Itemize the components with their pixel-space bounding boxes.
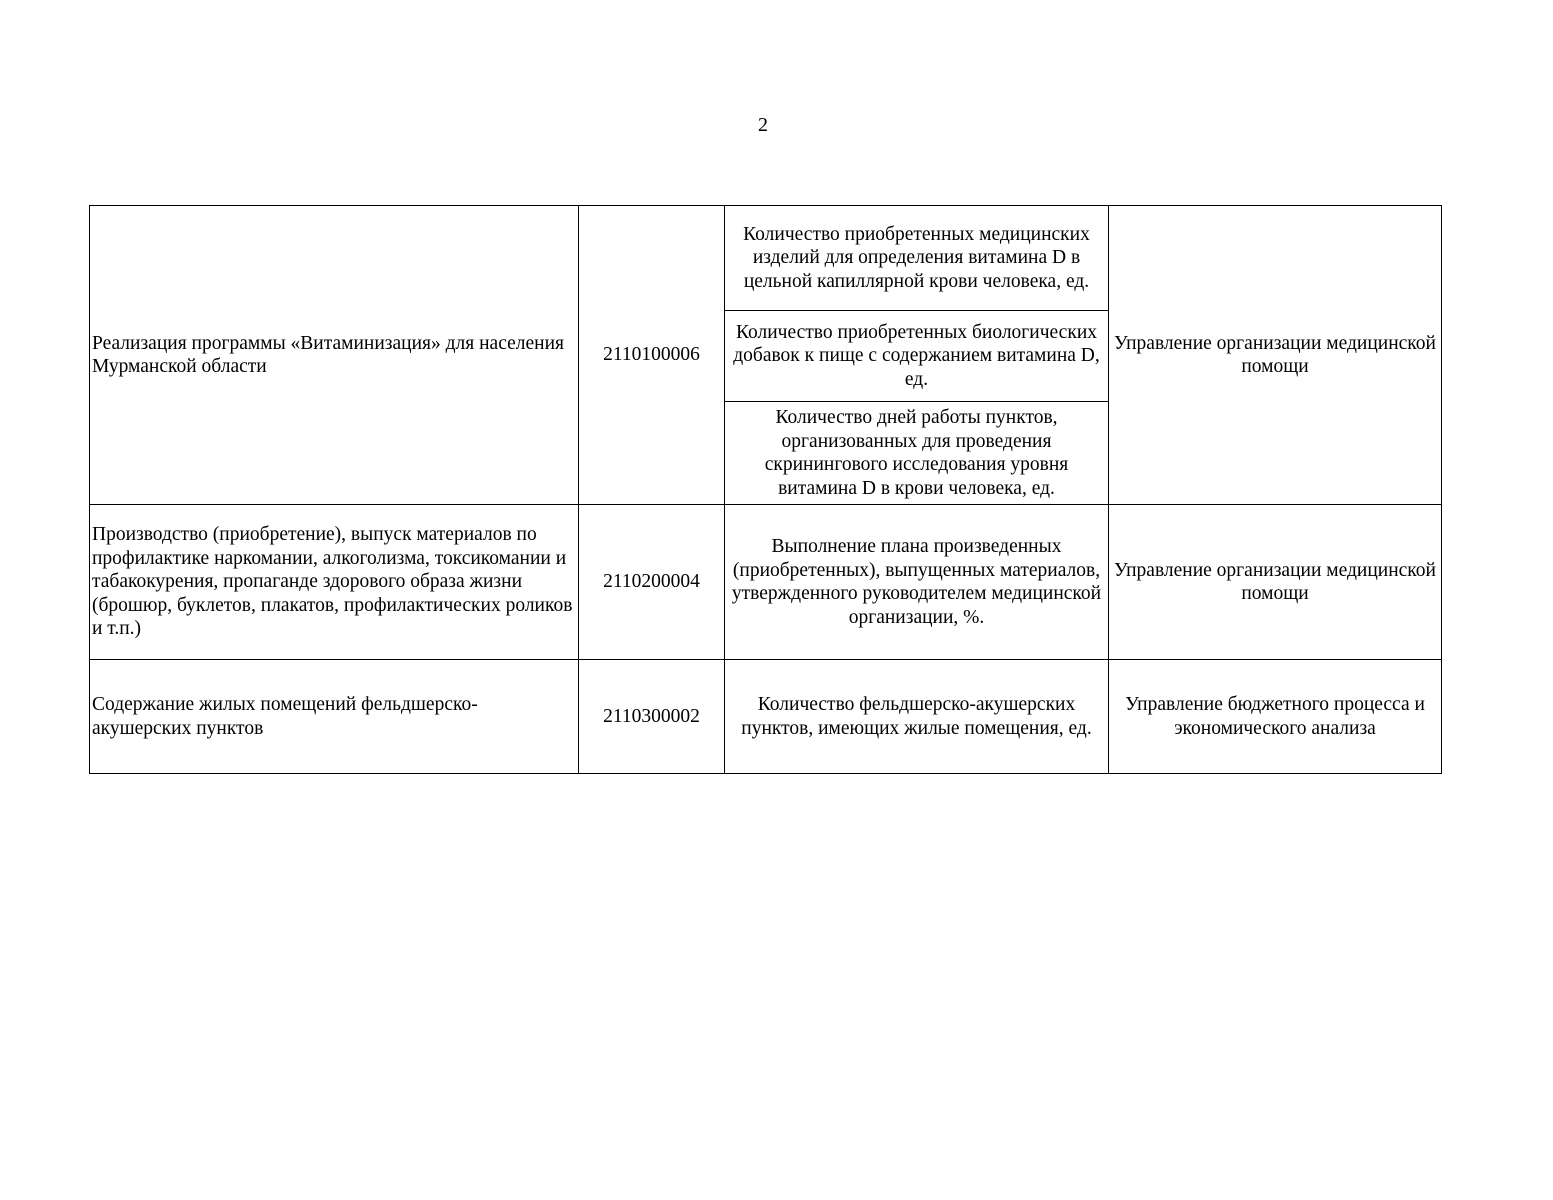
page-number: 2 [758, 114, 768, 136]
activity-name-cell: Содержание жилых помещений фельдшерско-акушерских пунктов [90, 660, 579, 774]
activity-name-cell: Реализация программы «Витаминизация» для населения Мурманской области [90, 206, 579, 505]
indicator-cell: Количество приобретенных медицинских изделий для определения витамина D в цельной капиллярной крови человека, ед. [725, 206, 1109, 311]
indicator-cell: Количество дней работы пунктов, организованных для проведения скринингового исследования уровня витамина D в крови человека, ед. [725, 402, 1109, 505]
department-cell: Управление организации медицинской помощи [1109, 505, 1442, 660]
table-row [90, 505, 1442, 660]
table-row [90, 206, 1442, 311]
activity-code-cell: 2110200004 [579, 505, 725, 660]
activity-code-cell: 2110100006 [579, 206, 725, 505]
indicator-cell: Выполнение плана произведенных (приобретенных), выпущенных материалов, утвержденного руководителем медицинской организации, %. [725, 505, 1109, 660]
department-cell: Управление организации медицинской помощи [1109, 206, 1442, 505]
table-row [90, 660, 1442, 774]
indicators-table [89, 205, 1442, 774]
indicator-cell: Количество приобретенных биологических добавок к пище с содержанием витамина D, ед. [725, 311, 1109, 402]
activity-code-cell: 2110300002 [579, 660, 725, 774]
indicator-cell: Количество фельдшерско-акушерских пунктов, имеющих жилые помещения, ед. [725, 660, 1109, 774]
department-cell: Управление бюджетного процесса и экономического анализа [1109, 660, 1442, 774]
activity-name-cell: Производство (приобретение), выпуск материалов по профилактике наркомании, алкоголизма, токсикомании и табакокурения, пропаганде здорового образа жизни (брошюр, буклетов, плакатов, профилактических роликов и т.п.) [90, 505, 579, 660]
